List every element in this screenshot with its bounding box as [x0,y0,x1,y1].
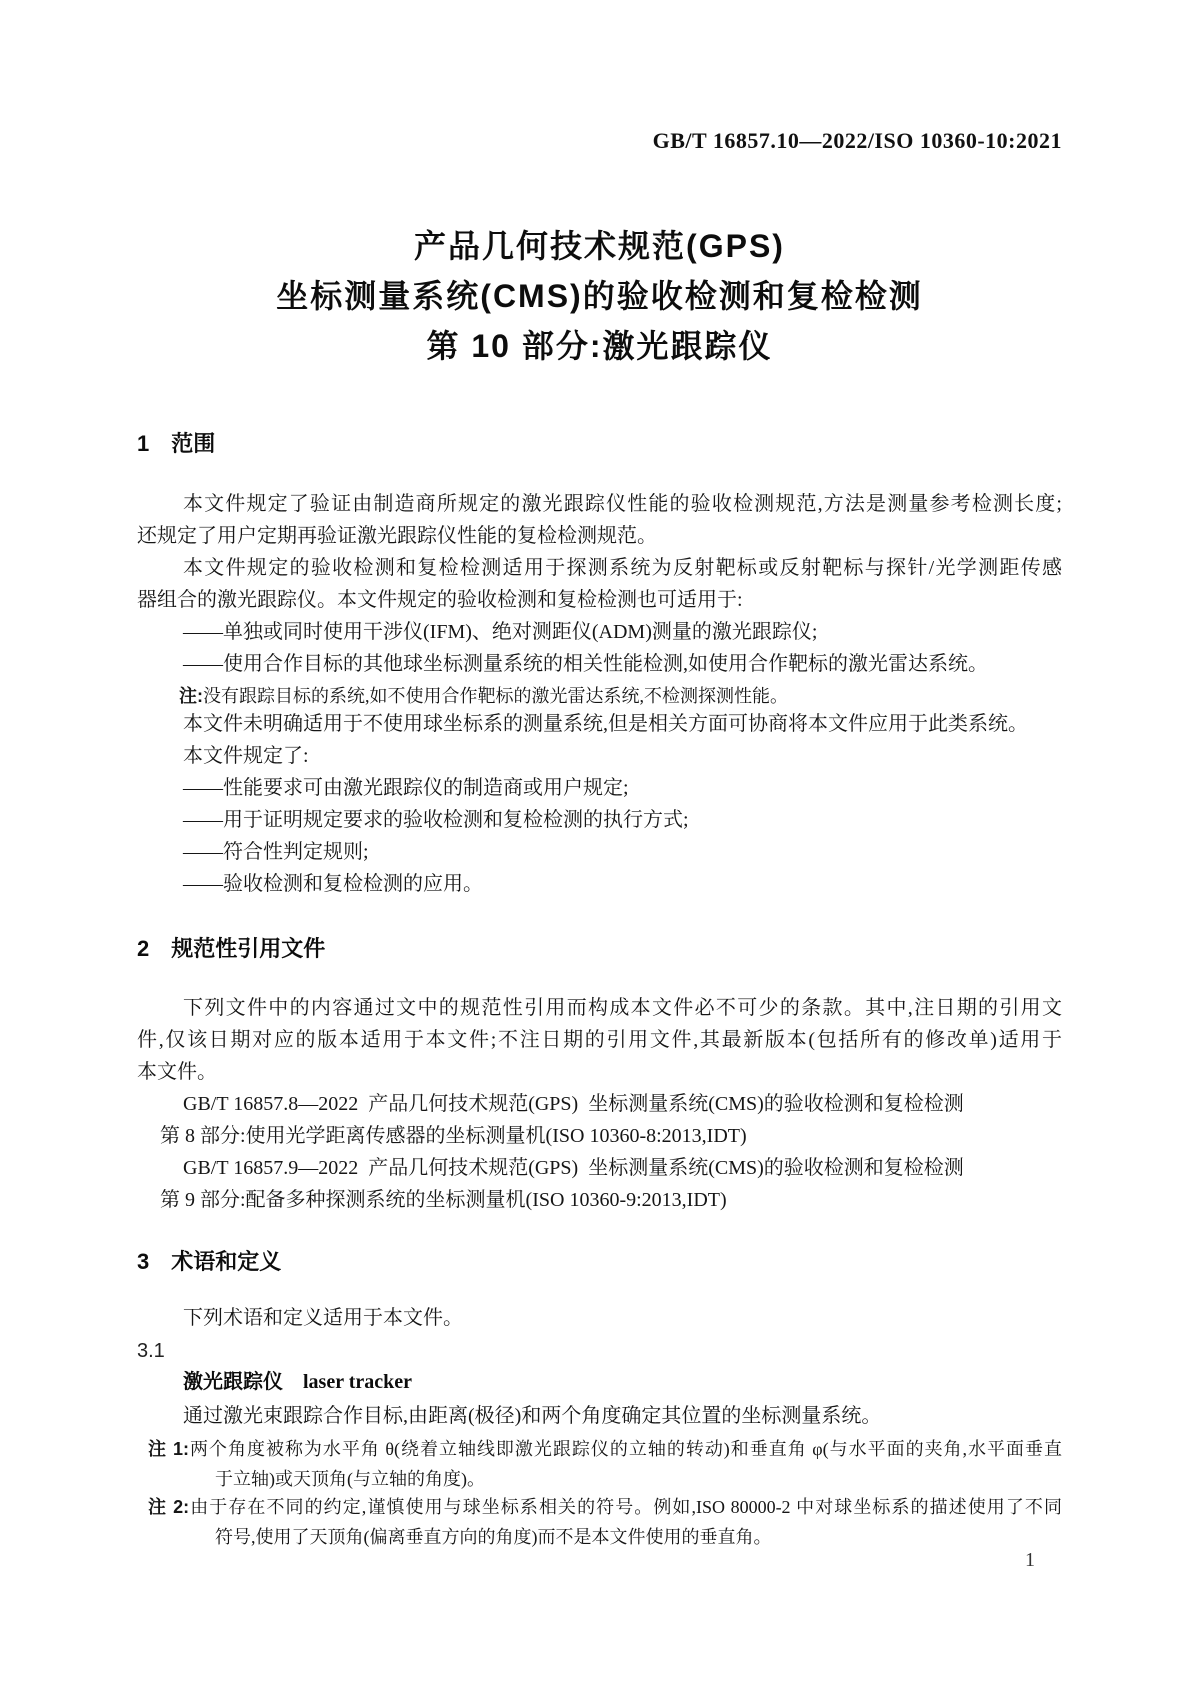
page-number: 1 [1025,1549,1035,1571]
scope-dash-item: ——用于证明规定要求的验收检测和复检检测的执行方式; [183,809,689,831]
term-entry [183,1368,412,1396]
doc-title-line2: 坐标测量系统(CMS)的验收检测和复检检测 [276,278,923,314]
scope-dash-item: ——验收检测和复检检测的应用。 [183,873,483,895]
term-zh: 激光跟踪仪 [183,1371,283,1393]
term-note-2-line: 符号,使用了天顶角(偏离垂直方向的角度)而不是本文件使用的垂直角。 [215,1527,772,1547]
note-label: 注 1: [148,1439,189,1459]
doc-title-line3: 第 10 部分:激光跟踪仪 [426,328,773,364]
scope-dash-item: ——单独或同时使用干涉仪(IFM)、绝对测距仪(ADM)测量的激光跟踪仪; [183,621,818,643]
note-label: 注: [179,686,203,706]
note-text: 两个角度被称为水平角 θ(绕着立轴线即激光跟踪仪的立轴的转动)和垂直角 φ(与水平面的夹角,水平面垂直 [189,1439,1062,1459]
scope-paragraph-line: 还规定了用户定期再验证激光跟踪仪性能的复检检测规范。 [137,525,657,547]
clause-1-heading [137,429,215,459]
clause-3-number: 3 [137,1249,150,1274]
scope-paragraph-line: 器组合的激光跟踪仪。本文件规定的验收检测和复检检测也可适用于: [137,589,743,611]
scope-dash-item: ——符合性判定规则; [183,841,369,863]
term-note-2-line [148,1494,1062,1522]
term-en: laser tracker [303,1371,413,1393]
note-text: 由于存在不同的约定,谨慎使用与球坐标系相关的符号。例如,ISO 80000-2 中对球坐标系的描述使用了不同 [189,1497,1062,1517]
scope-paragraph-line: 本文件规定了: [183,745,309,767]
term-definition: 通过激光束跟踪合作目标,由距离(极径)和两个角度确定其位置的坐标测量系统。 [183,1405,882,1427]
term-number: 3.1 [137,1340,165,1362]
clause-2-number: 2 [137,936,150,961]
note-text: 没有跟踪目标的系统,如不使用合作靶标的激光雷达系统,不检测探测性能。 [203,686,788,706]
reference-entry-line: 第 8 部分:使用光学距离传感器的坐标测量机(ISO 10360-8:2013,IDT) [160,1125,747,1147]
scope-paragraph-line: 本文件规定的验收检测和复检检测适用于探测系统为反射靶标或反射靶标与探针/光学测距传感 [183,557,1062,579]
term-note-1-line [148,1436,1062,1464]
clause-3-heading [137,1247,281,1277]
terms-intro-line: 下列术语和定义适用于本文件。 [183,1307,463,1329]
term-note-1-line: 于立轴)或天顶角(与立轴的角度)。 [215,1469,485,1489]
standard-code: GB/T 16857.10—2022/ISO 10360-10:2021 [652,128,1062,153]
clause-2-heading [137,934,325,964]
reference-entry-line: 第 9 部分:配备多种探测系统的坐标测量机(ISO 10360-9:2013,IDT) [160,1189,727,1211]
scope-dash-item: ——性能要求可由激光跟踪仪的制造商或用户规定; [183,777,629,799]
scope-paragraph-line: 本文件规定了验证由制造商所规定的激光跟踪仪性能的验收检测规范,方法是测量参考检测长度; [183,493,1062,515]
doc-title-line1: 产品几何技术规范(GPS) [414,228,785,264]
clause-1-number: 1 [137,431,150,456]
scope-paragraph-line: 本文件未明确适用于不使用球坐标系的测量系统,但是相关方面可协商将本文件应用于此类系统。 [183,713,1028,735]
references-paragraph-line: 本文件。 [137,1061,217,1083]
clause-2-title: 规范性引用文件 [171,936,326,961]
references-paragraph-line: 下列文件中的内容通过文中的规范性引用而构成本文件必不可少的条款。其中,注日期的引用文 [183,997,1062,1019]
scope-dash-item: ——使用合作目标的其他球坐标测量系统的相关性能检测,如使用合作靶标的激光雷达系统。 [183,653,988,675]
references-paragraph-line: 件,仅该日期对应的版本适用于本文件;不注日期的引用文件,其最新版本(包括所有的修改单)适用于 [137,1029,1062,1051]
clause-3-title: 术语和定义 [171,1249,282,1274]
reference-entry-line: GB/T 16857.8—2022 产品几何技术规范(GPS) 坐标测量系统(CMS)的验收检测和复检检测 [183,1093,964,1115]
note-label: 注 2: [148,1497,190,1517]
scope-note [179,683,788,709]
clause-1-title: 范围 [171,431,216,456]
reference-entry-line: GB/T 16857.9—2022 产品几何技术规范(GPS) 坐标测量系统(CMS)的验收检测和复检检测 [183,1157,964,1179]
